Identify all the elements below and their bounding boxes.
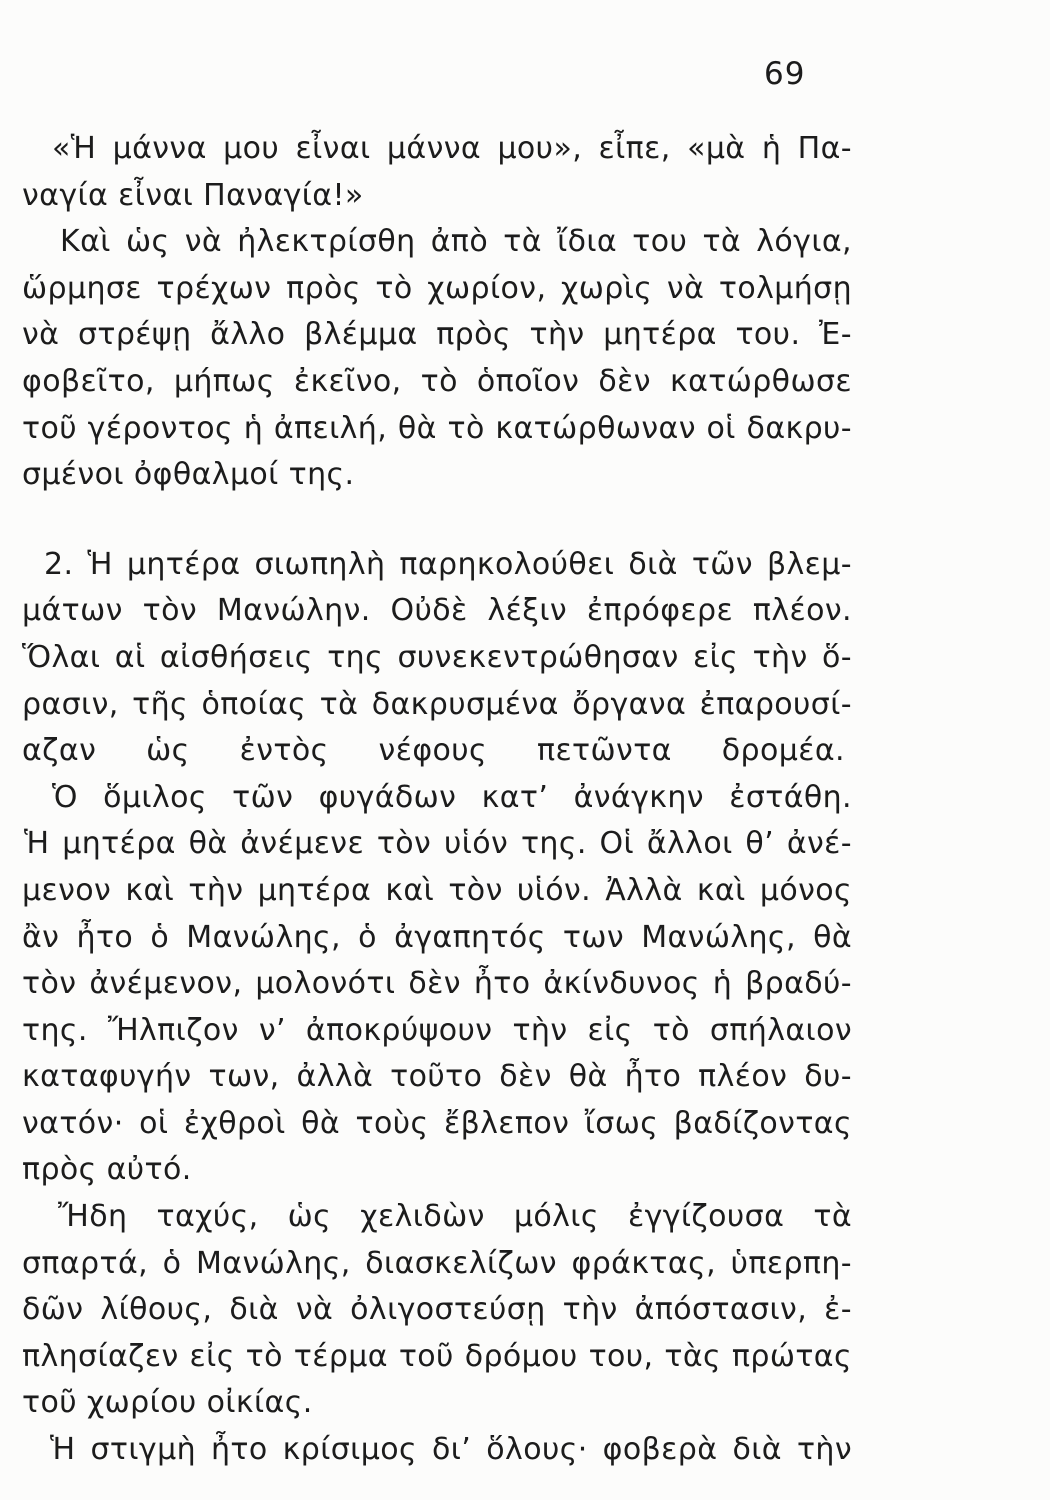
line-text: ναγία εἶναι Παναγία!» (22, 177, 364, 213)
line-text: νατόν· οἱ ἐχθροὶ θὰ τοὺς ἔβλεπον ἴσως βαδίζοντας (22, 1105, 852, 1141)
text-line (22, 1008, 1012, 1055)
text-line (22, 359, 1012, 406)
line-text: τοῦ χωρίου οἰκίας. (22, 1385, 313, 1421)
line-text: καταφυγήν των, ἀλλὰ τοῦτο δὲν θὰ ἦτο πλέον δυ- (22, 1059, 852, 1095)
page-number: 69 (764, 56, 806, 92)
text-line (22, 821, 1012, 868)
line-text: μενον καὶ τὴν μητέρα καὶ τὸν υἱόν. Ἀλλὰ καὶ μόνος (22, 872, 852, 908)
text-line (22, 1147, 1012, 1194)
line-text: Ἡ μητέρα θὰ ἀνέμενε τὸν υἱόν της. Οἱ ἄλλοι θ’ ἀνέ- (24, 826, 852, 862)
line-text: αζαν ὡς ἐντὸς νέφους πετῶντα δρομέα. (22, 733, 845, 769)
body-text (22, 126, 1012, 1474)
text-line (22, 775, 1012, 822)
line-text: Ὁ ὅμιλος τῶν φυγάδων κατ’ ἀνάγκην ἐστάθη. (52, 779, 852, 815)
line-text: σπαρτά, ὁ Μανώλης, διασκελίζων φράκτας, ὑπερπη- (22, 1245, 852, 1281)
line-text: «Ἡ μάννα μου εἶναι μάννα μου», εἶπε, «μὰ ἡ Πα- (52, 131, 852, 166)
line-text: δῶν λίθους, διὰ νὰ ὀλιγοστεύσῃ τὴν ἀπόστασιν, ἐ- (22, 1292, 852, 1328)
text-line (22, 635, 1012, 682)
line-text: της. Ἤλπιζον ν’ ἀποκρύψουν τὴν εἰς τὸ σπήλαιον (22, 1012, 852, 1048)
text-line (22, 173, 1012, 220)
line-text: ρασιν, τῆς ὁποίας τὰ δακρυσμένα ὄργανα ἐπαρουσί- (22, 686, 852, 722)
text-line (22, 1334, 1012, 1381)
line-text: νὰ στρέψῃ ἄλλο βλέμμα πρὸς τὴν μητέρα του. Ἐ- (22, 317, 852, 353)
line-text: τὸν ἀνέμενον, μολονότι δὲν ἦτο ἀκίνδυνος ἡ βραδύ- (22, 966, 852, 1002)
line-text: ὥρμησε τρέχων πρὸς τὸ χωρίον, χωρὶς νὰ τολμήσῃ (22, 270, 852, 306)
text-line (22, 961, 1012, 1008)
text-line (22, 915, 1012, 962)
text-line (22, 452, 1012, 499)
text-line (22, 1241, 1012, 1288)
line-text: Καὶ ὡς νὰ ἠλεκτρίσθη ἀπὸ τὰ ἴδια του τὰ λόγια, (60, 224, 852, 260)
text-line (22, 266, 1012, 313)
line-text: φοβεῖτο, μήπως ἐκεῖνο, τὸ ὁποῖον δὲν κατώρθωσε (22, 363, 852, 399)
line-text: σμένοι ὀφθαλμοί της. (22, 457, 355, 493)
text-line (22, 1054, 1012, 1101)
text-line (22, 1427, 1012, 1474)
text-line (22, 868, 1012, 915)
text-line (22, 588, 1012, 635)
line-text: ἂν ἦτο ὁ Μανώλης, ὁ ἀγαπητός των Μανώλης, θὰ (22, 919, 852, 955)
line-text: 2. Ἡ μητέρα σιωπηλὴ παρηκολούθει διὰ τῶν βλεμ- (44, 546, 852, 582)
text-line (22, 126, 1012, 173)
line-text: πρὸς αὐτό. (22, 1152, 192, 1188)
text-line (22, 1194, 1012, 1241)
line-text: μάτων τὸν Μανώλην. Οὐδὲ λέξιν ἐπρόφερε πλέον. (22, 593, 852, 629)
text-line (22, 312, 1012, 359)
line-text: Ἡ στιγμὴ ἦτο κρίσιμος δι’ ὅλους· φοβερὰ διὰ τὴν (50, 1432, 852, 1468)
text-line (22, 1380, 1012, 1427)
text-line (22, 682, 1012, 729)
text-line (22, 406, 1012, 453)
text-line (22, 1287, 1012, 1334)
line-text: πλησίαζεν εἰς τὸ τέρμα τοῦ δρόμου του, τὰς πρώτας (22, 1338, 852, 1374)
text-line (22, 219, 1012, 266)
text-line (22, 542, 1012, 589)
text-line (22, 728, 1012, 775)
line-text: Ἤδη ταχύς, ὡς χελιδὼν μόλις ἐγγίζουσα τὰ (58, 1199, 852, 1235)
line-text: Ὅλαι αἱ αἰσθήσεις της συνεκεντρώθησαν εἰς τὴν ὅ- (22, 639, 852, 675)
paragraph-gap (22, 499, 1012, 542)
line-text: τοῦ γέροντος ἡ ἀπειλή, θὰ τὸ κατώρθωναν οἱ δακρυ- (22, 410, 852, 446)
text-line (22, 1101, 1012, 1148)
